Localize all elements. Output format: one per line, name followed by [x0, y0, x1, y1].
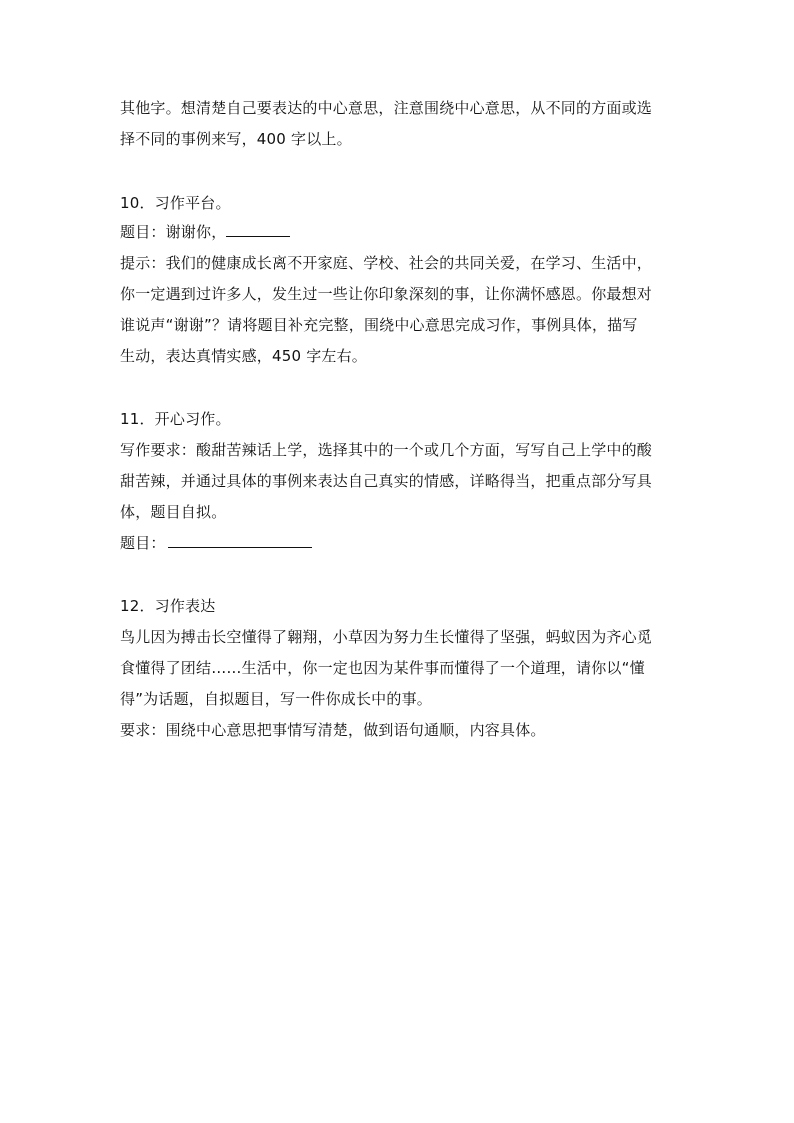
continuation-line-1: 其他字。想清楚自己要表达的中心意思，注意围绕中心意思，从不同的方面或选 — [120, 99, 653, 117]
q10-hint-line-3: 谁说声“谢谢”？请将题目补充完整，围绕中心意思完成习作，事例具体，描写 — [120, 316, 638, 334]
q10-title-row — [120, 222, 290, 242]
q12-body-line-1: 鸟儿因为搏击长空懂得了翱翔，小草因为努力生长懂得了坚强，蚂蚁因为齐心觅 — [120, 628, 653, 646]
q11-title-row — [120, 533, 312, 553]
q11-title-blank[interactable] — [168, 533, 312, 548]
q10-hint-line-4: 生动，表达真情实感，450 字左右。 — [120, 347, 367, 365]
q11-req-line-1: 写作要求：酸甜苦辣话上学，选择其中的一个或几个方面，写写自己上学中的酸 — [120, 441, 653, 459]
continuation-line-2: 择不同的事例来写，400 字以上。 — [120, 130, 352, 148]
q10-title-blank[interactable] — [226, 222, 290, 237]
q11-req-line-3: 体，题目自拟。 — [120, 503, 227, 521]
q12-requirement: 要求：围绕中心意思把事情写清楚，做到语句通顺，内容具体。 — [120, 721, 546, 739]
q10-heading: 10．习作平台。 — [120, 194, 231, 212]
q10-title-label: 题目：谢谢你， — [120, 223, 227, 241]
q11-heading: 11．开心习作。 — [120, 410, 231, 428]
q10-hint-line-1: 提示：我们的健康成长离不开家庭、学校、社会的共同关爱，在学习、生活中， — [120, 254, 653, 272]
q12-body-line-2: 食懂得了团结……生活中，你一定也因为某件事而懂得了一个道理，请你以“懂 — [120, 659, 645, 677]
q12-heading: 12．习作表达 — [120, 597, 216, 615]
q10-hint-line-2: 你一定遇到过许多人，发生过一些让你印象深刻的事，让你满怀感恩。你最想对 — [120, 285, 653, 303]
q12-body-line-3: 得”为话题，自拟题目，写一件你成长中的事。 — [120, 690, 432, 708]
q11-title-label: 题目： — [120, 534, 166, 552]
q11-req-line-2: 甜苦辣，并通过具体的事例来表达自己真实的情感，详略得当，把重点部分写具 — [120, 472, 653, 490]
